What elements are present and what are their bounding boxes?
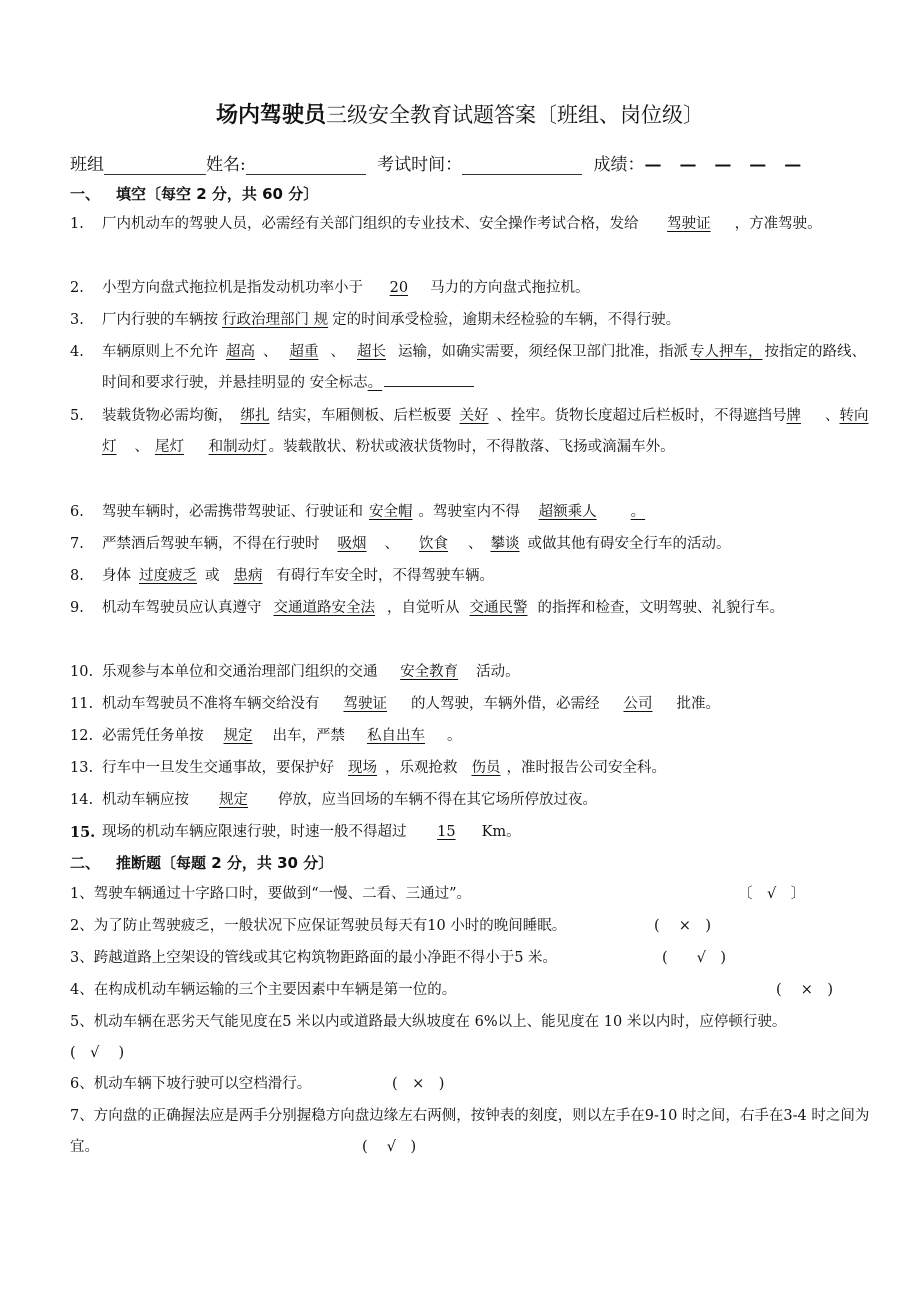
question-number: 2. [70, 280, 84, 296]
answer: 规定 [223, 728, 253, 744]
section-judge-number: 二、 [70, 854, 101, 872]
judge-question-2 [70, 911, 870, 942]
question-text: 装载货物必需均衡， [102, 408, 233, 424]
answer: 交通民警 [469, 600, 528, 616]
separator: 、 [330, 344, 345, 360]
answer: 驾驶证 [343, 696, 387, 712]
question-text: 或做其他有碍安全行车的活动。 [527, 536, 731, 552]
question-text: 停放，应当回场的车辆不得在其它场所停放过夜。 [278, 792, 597, 808]
question-number: 4. [70, 344, 84, 360]
question-text: 厂内机动车的驾驶人员，必需经有关部门组织的专业技术、安全操作考试合格，发给 [102, 216, 639, 232]
judge-text: 1、驾驶车辆通过十字路口时，要做到“一慢、二看、三通过”。 [70, 886, 472, 902]
name-label: 姓名: [206, 155, 246, 175]
answer: 超重 [289, 344, 319, 360]
answer: 15 [437, 824, 456, 840]
question-number: 6. [70, 504, 84, 520]
answer: 超长 [357, 344, 386, 360]
answer: 饮食 [419, 536, 448, 552]
name-blank[interactable] [246, 157, 366, 175]
answer-blank [384, 372, 474, 387]
section-fill-number: 一、 [70, 185, 101, 203]
question-text: 结实，车厢侧板、后栏板要 [277, 408, 452, 424]
question-text: 身体 [102, 568, 131, 584]
judge-mark: ( √ ) [662, 950, 727, 966]
answer: 驾驶证 [667, 216, 711, 232]
question-text: 定的时间承受检验，逾期未经检验的车辆，不得行驶。 [332, 312, 681, 328]
question-text: 机动车驾驶员不准将车辆交给没有 [102, 696, 320, 712]
answer: 。 [630, 504, 646, 520]
question-number: 11. [70, 696, 94, 712]
answer: 吸烟 [337, 536, 367, 552]
separator: 、 [468, 536, 483, 552]
fill-question-10 [70, 657, 870, 688]
question-number: 7. [70, 536, 84, 552]
student-info-line [70, 150, 870, 175]
question-text: 有碍行车安全时，不得驾驶车辆。 [276, 568, 494, 584]
answer: 超高 [226, 344, 255, 360]
fill-question-14 [70, 785, 870, 816]
question-text: 。 [447, 728, 462, 744]
question-text: 批准。 [676, 696, 720, 712]
exam-time-label: 考试时间： [377, 155, 463, 175]
fill-question-15 [70, 817, 870, 848]
question-text: 机动车辆应按 [102, 792, 189, 808]
fill-question-7 [70, 529, 870, 560]
question-number: 5. [70, 408, 84, 424]
judge-mark: ( √ ) [362, 1139, 417, 1155]
class-label: 班组 [70, 155, 104, 175]
answer: 超额乘人 [538, 504, 597, 520]
question-text: 的人驾驶，车辆外借，必需经 [411, 696, 600, 712]
judge-mark: ( × ) [392, 1076, 445, 1092]
judge-question-3 [70, 943, 870, 974]
question-text: ，乐观抢救 [385, 760, 458, 776]
question-text: 按指定的路线、时间和要求行驶，并悬挂明显的 安全标志 [102, 344, 866, 391]
fill-question-3 [70, 305, 870, 336]
class-blank[interactable] [104, 157, 206, 175]
fill-question-8 [70, 561, 870, 592]
question-text: 出车，严禁 [272, 728, 345, 744]
answer: 20 [389, 280, 409, 296]
section-fill-heading [70, 183, 318, 204]
answer: 尾灯 [155, 439, 184, 455]
answer: 安全帽 [369, 504, 413, 520]
answer: 行政治理部门 规 [222, 312, 329, 328]
question-text: 。驾驶室内不得 [418, 504, 520, 520]
answer: 绑扎 [240, 408, 270, 424]
section-fill-title: 填空〔每空 2 分，共 60 分〕 [116, 185, 319, 203]
judge-text: 7、方向盘的正确握法应是两手分别握稳方向盘边缘左右两侧，按钟表的刻度，则以左手在9-10 时之间，右手在3-4 时之间为宜。 [70, 1108, 870, 1155]
answer: 交通道路安全法 [273, 600, 375, 616]
fill-question-6 [70, 497, 870, 528]
fill-question-11 [70, 689, 870, 720]
judge-text: 2、为了防止驾驶疲乏，一般状况下应保证驾驶员每天有10 小时的晚间睡眠。 [70, 918, 567, 934]
question-text: ，方准驾驶。 [734, 216, 822, 232]
answer: 攀谈 [490, 536, 520, 552]
fill-question-9 [70, 593, 870, 624]
question-text: ，准时报告公司安全科。 [506, 760, 666, 776]
judge-question-5 [70, 1007, 870, 1061]
judge-mark: ( × ) [654, 918, 712, 934]
separator: 、 [134, 439, 149, 455]
question-text: 马力的方向盘式拖拉机。 [430, 280, 590, 296]
fill-question-4 [70, 337, 870, 399]
question-text: 或 [205, 568, 220, 584]
judge-text: 3、跨越道路上空架设的管线或其它构筑物距路面的最小净距不得小于5 米。 [70, 950, 558, 966]
section-judge-title: 推断题〔每题 2 分，共 30 分〕 [116, 854, 334, 872]
question-number: 13. [70, 760, 94, 776]
question-number: 15. [70, 824, 96, 841]
title-rest: 三级安全教育试题答案〔班组、岗位级〕 [326, 103, 704, 127]
answer: 。 [367, 375, 383, 391]
answer: 患病 [233, 568, 263, 584]
answer: 私自出车 [367, 728, 425, 744]
judge-text: 6、机动车辆下坡行驶可以空档滑行。 [70, 1076, 312, 1092]
question-text: 车辆原则上不允许 [102, 344, 218, 360]
question-text: 必需凭任务单按 [102, 728, 204, 744]
judge-mark: ( × ) [776, 982, 834, 998]
answer: 和制动灯 [208, 439, 267, 455]
question-text: 机动车驾驶员应认真遵守 [102, 600, 262, 616]
question-text: 驾驶车辆时，必需携带驾驶证、行驶证和 [102, 504, 363, 520]
judge-question-4 [70, 975, 870, 1006]
judge-question-6 [70, 1069, 870, 1100]
section-judge-heading [70, 852, 333, 873]
question-text: Km。 [481, 824, 521, 840]
answer: 安全教育 [400, 664, 459, 680]
answer: 牌 [786, 408, 801, 424]
fill-question-2 [70, 273, 870, 304]
question-text: 厂内行驶的车辆按 [102, 312, 218, 328]
title-bold: 场内驾驶员 [215, 103, 326, 128]
question-text: 。装载散状、粉状或液状货物时，不得散落、飞扬或滴漏车外。 [268, 439, 675, 455]
question-text: 乐观参与本单位和交通治理部门组织的交通 [102, 664, 378, 680]
answer: 伤员 [471, 760, 501, 776]
separator: 、 [263, 344, 278, 360]
question-number: 1. [70, 216, 84, 232]
answer: 过度疲乏 [139, 568, 197, 584]
separator: 、 [825, 408, 840, 424]
score-label: 成绩： [593, 155, 645, 175]
question-number: 14. [70, 792, 94, 808]
score-blank[interactable]: — — — — — [644, 155, 808, 175]
judge-text: 4、在构成机动车辆运输的三个主要因素中车辆是第一位的。 [70, 982, 457, 998]
question-number: 10. [70, 664, 94, 680]
fill-question-1 [70, 209, 870, 240]
question-text: 小型方向盘式拖拉机是指发动机功率小于 [102, 280, 363, 296]
fill-question-13 [70, 753, 870, 784]
answer: 转向灯 [102, 408, 869, 455]
page-title [0, 98, 920, 129]
question-number: 3. [70, 312, 84, 328]
fill-question-5 [70, 401, 870, 463]
question-number: 9. [70, 600, 84, 616]
question-text: 、拴牢。货物长度超过后栏板时，不得遮挡号 [496, 408, 787, 424]
answer: 公司 [623, 696, 653, 712]
question-text: ，自觉听从 [387, 600, 460, 616]
judge-question-7 [70, 1101, 870, 1163]
question-text: 严禁酒后驾驶车辆，不得在行驶时 [102, 536, 320, 552]
judge-mark: 〔 √ 〕 [738, 886, 806, 902]
answer: 关好 [459, 408, 489, 424]
question-text: 现场的机动车辆应限速行驶，时速一般不得超过 [102, 824, 407, 840]
separator: 、 [384, 536, 399, 552]
exam-time-blank[interactable] [462, 157, 582, 175]
judge-mark: ( √ ) [70, 1045, 125, 1061]
question-number: 8. [70, 568, 84, 584]
answer: 专人押车， [690, 344, 763, 360]
answer: 现场 [348, 760, 377, 776]
question-text: 的指挥和检查，文明驾驶、礼貌行车。 [537, 600, 784, 616]
question-text: 行车中一旦发生交通事故，要保护好 [102, 760, 334, 776]
question-text: 活动。 [476, 664, 520, 680]
question-text: 运输，如确实需要，须经保卫部门批准，指派 [398, 344, 688, 360]
question-number: 12. [70, 728, 94, 744]
judge-text: 5、机动车辆在恶劣天气能见度在5 米以内或道路最大纵坡度在 6%以上、能见度在 10 米以内时，应停顿行驶。 [70, 1014, 787, 1030]
judge-question-1 [70, 879, 870, 910]
fill-question-12 [70, 721, 870, 752]
answer: 规定 [219, 792, 248, 808]
